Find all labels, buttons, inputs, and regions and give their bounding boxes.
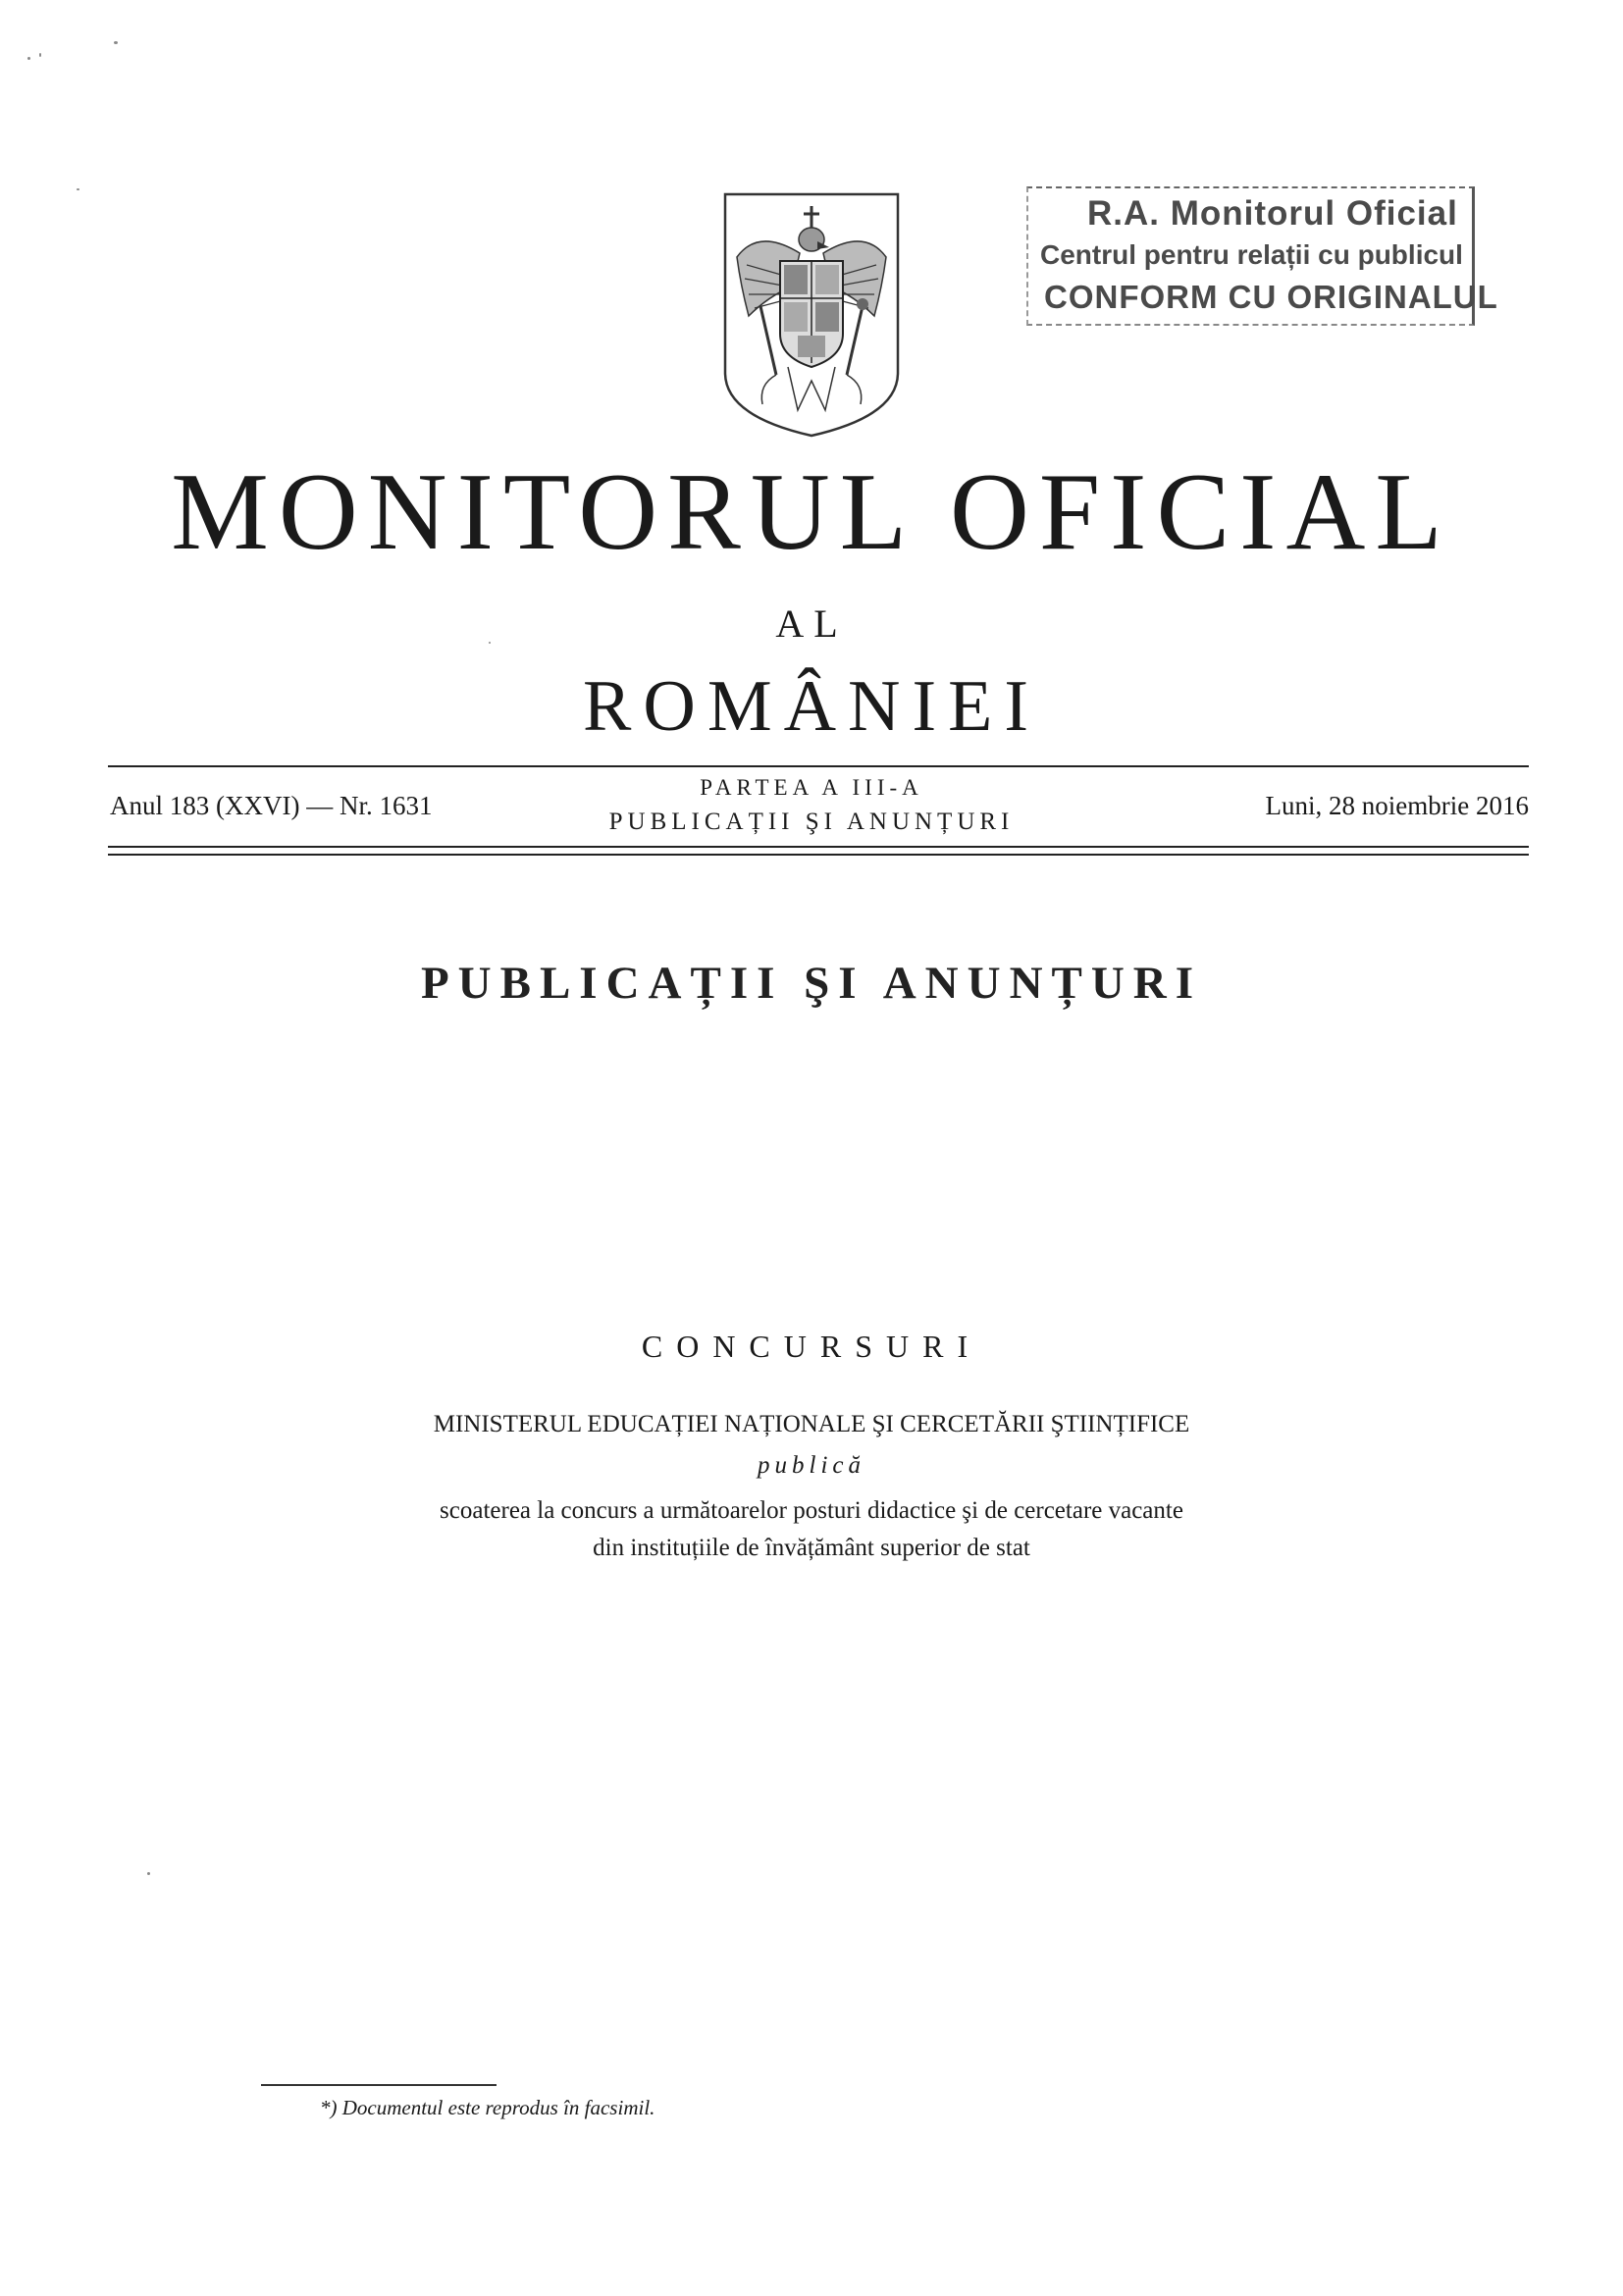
- masthead-country: ROMÂNIEI: [583, 666, 1040, 747]
- masthead-al: AL: [775, 601, 848, 646]
- footnote-text: Documentul este reprodus în facsimil.: [341, 2096, 655, 2119]
- scan-speck: [77, 188, 79, 190]
- description-line-2: din instituțiile de învățământ superior de stat: [593, 1535, 1030, 1561]
- stamp-line-2: Centrul pentru relații cu publicul: [1040, 239, 1463, 270]
- ministry-name: MINISTERUL EDUCAȚIEI NAȚIONALE ŞI CERCETĂRII ŞTIINȚIFICE: [433, 1411, 1190, 1437]
- bottom-rule-2: [108, 854, 1529, 856]
- footnote-marker: *): [320, 2096, 338, 2119]
- description-line-1: scoaterea la concurs a următoarelor posturi didactice şi de cercetare vacante: [440, 1497, 1183, 1524]
- conformity-stamp: [1026, 181, 1498, 330]
- scan-speck: [489, 642, 491, 644]
- masthead-title: MONITORUL OFICIAL: [171, 451, 1452, 573]
- scan-speck: [27, 57, 30, 60]
- issue-number: Anul 183 (XXVI) — Nr. 1631: [110, 791, 433, 820]
- scan-speck: [39, 53, 41, 57]
- footnote-rule: [261, 2084, 497, 2086]
- issue-part-name: PUBLICAȚII ŞI ANUNȚURI: [608, 809, 1015, 835]
- scan-speck: [114, 41, 118, 44]
- concursuri-heading: CONCURSURI: [641, 1329, 982, 1364]
- issue-date: Luni, 28 noiembrie 2016: [1265, 791, 1529, 820]
- top-rule: [108, 765, 1529, 767]
- section-heading: PUBLICAȚII ŞI ANUNȚURI: [420, 958, 1203, 1009]
- stamp-line-1: R.A. Monitorul Oficial: [1087, 194, 1458, 233]
- coat-of-arms-emblem: [719, 188, 904, 442]
- publica-verb: publică: [758, 1452, 865, 1479]
- bottom-rule-1: [108, 846, 1529, 848]
- footnote: [320, 2096, 654, 2120]
- scan-speck: [147, 1872, 150, 1875]
- issue-part: PARTEA A III-A: [700, 775, 923, 800]
- stamp-line-3: CONFORM CU ORIGINALUL: [1044, 279, 1498, 315]
